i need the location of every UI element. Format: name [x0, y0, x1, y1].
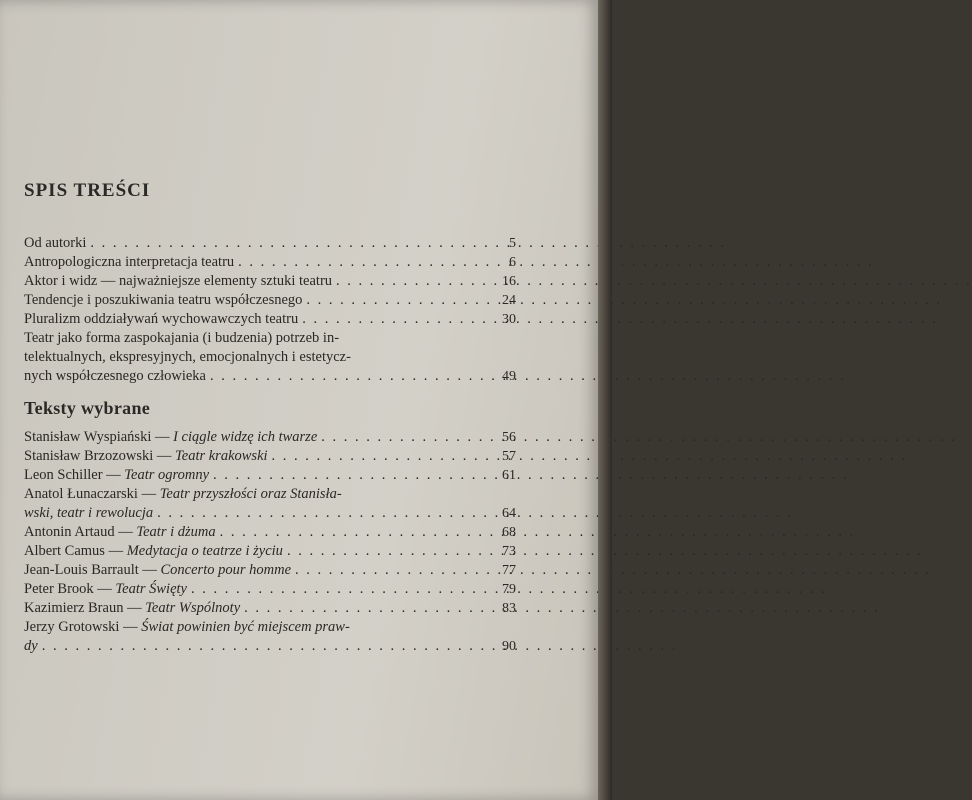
toc-entry — [24, 580, 514, 599]
author-name: Jean-Louis Barrault — — [24, 562, 161, 578]
author-name: Kazimierz Braun — — [24, 600, 146, 616]
toc-entry — [24, 310, 514, 329]
work-title: Teatr ogromny — [124, 467, 210, 483]
author-name: Stanisław Wyspiański — — [24, 429, 174, 445]
toc-entry — [24, 447, 514, 466]
leader-dots — [213, 466, 849, 485]
toc-entry — [24, 466, 514, 485]
toc-entry — [24, 599, 514, 618]
work-title: Świat powinien być miejscem praw- — [141, 619, 350, 635]
toc-page-number: 64 — [502, 506, 516, 521]
author-name: Leon Schiller — — [24, 467, 125, 483]
leader-dots — [220, 523, 856, 542]
toc-entry-title: Od autorki — [24, 235, 87, 251]
toc-page-number: 61 — [502, 468, 516, 483]
leader-dots — [157, 504, 793, 523]
toc-texts-list — [24, 428, 514, 656]
page-edge-shadow — [598, 0, 612, 800]
toc-entry — [24, 428, 514, 447]
work-title: Teatr Wspólnoty — [145, 600, 241, 616]
toc-entry-title: Aktor i widz — najważniejsze elementy sztuki teatru — [24, 273, 333, 289]
toc-entry — [24, 291, 514, 310]
toc-entry-title: Pluralizm oddziaływań wychowawczych teatru — [24, 311, 299, 327]
toc-page-number: 90 — [502, 639, 516, 654]
leader-dots — [295, 561, 931, 580]
toc-page-number: 56 — [502, 430, 516, 445]
work-title: Medytacja o teatrze i życiu — [126, 543, 283, 559]
author-name: Stanisław Brzozowski — — [24, 448, 176, 464]
toc-entry — [24, 485, 514, 523]
toc-entry — [24, 523, 514, 542]
work-title: Teatr krakowski — [175, 448, 268, 464]
toc-page-number: 73 — [502, 544, 516, 559]
toc-page-number: 16 — [502, 274, 516, 289]
leader-dots — [42, 637, 678, 656]
toc-page-number: 24 — [502, 293, 516, 308]
work-title: Teatr przyszłości oraz Stanisła- — [159, 486, 342, 502]
leader-dots — [272, 447, 908, 466]
toc-entry — [24, 272, 514, 291]
leader-dots — [302, 310, 938, 329]
work-title-continued: wski, teatr i rewolucja — [24, 505, 154, 521]
work-title: Concerto pour homme — [160, 562, 292, 578]
toc-entry-title: Antropologiczna interpretacja teatru — [24, 254, 235, 270]
toc-page-number: 30 — [502, 312, 516, 327]
toc-heading: SPIS TREŚCI — [24, 180, 151, 201]
work-title: I ciągle widzę ich twarze — [173, 429, 318, 445]
toc-page-number: 49 — [502, 369, 516, 384]
leader-dots — [244, 599, 880, 618]
toc-entry — [24, 618, 514, 656]
toc-entry-title: Tendencje i poszukiwania teatru współczesnego — [24, 292, 303, 308]
toc-main-list — [24, 234, 514, 386]
toc-page-number: 77 — [502, 563, 516, 578]
toc-entry — [24, 329, 514, 386]
toc-entry — [24, 234, 514, 253]
toc-page-number: 68 — [502, 525, 516, 540]
work-title: Teatr i dżuma — [136, 524, 216, 540]
leader-dots — [210, 367, 846, 386]
toc-page-number: 79 — [502, 582, 516, 597]
leader-dots — [306, 291, 942, 310]
toc-page-number: 57 — [502, 449, 516, 464]
toc-page-number: 6 — [509, 255, 516, 270]
leader-dots — [238, 253, 874, 272]
toc-entry-title-line: telektualnych, ekspresyjnych, emocjonalnych i estetycz- — [24, 349, 351, 365]
leader-dots — [321, 428, 957, 447]
author-name: Albert Camus — — [24, 543, 127, 559]
toc-entry — [24, 561, 514, 580]
leader-dots — [336, 272, 972, 291]
toc-entry-title-line: Teatr jako forma zaspokajania (i budzenia) potrzeb in- — [24, 330, 340, 346]
author-name: Anatol Łunaczarski — — [24, 486, 160, 502]
author-name: Jerzy Grotowski — — [24, 619, 142, 635]
work-title-continued: dy — [24, 638, 38, 654]
toc-page-number: 83 — [502, 601, 516, 616]
toc-entry — [24, 253, 514, 272]
toc-entry-title-line: nych współczesnego człowieka — [24, 368, 206, 384]
author-name: Antonin Artaud — — [24, 524, 137, 540]
leader-dots — [90, 234, 726, 253]
toc-page-number: 5 — [509, 236, 516, 251]
toc-entry — [24, 542, 514, 561]
work-title: Teatr Święty — [115, 581, 187, 597]
author-name: Peter Brook — — [24, 581, 116, 597]
section-heading: Teksty wybrane — [24, 398, 151, 418]
